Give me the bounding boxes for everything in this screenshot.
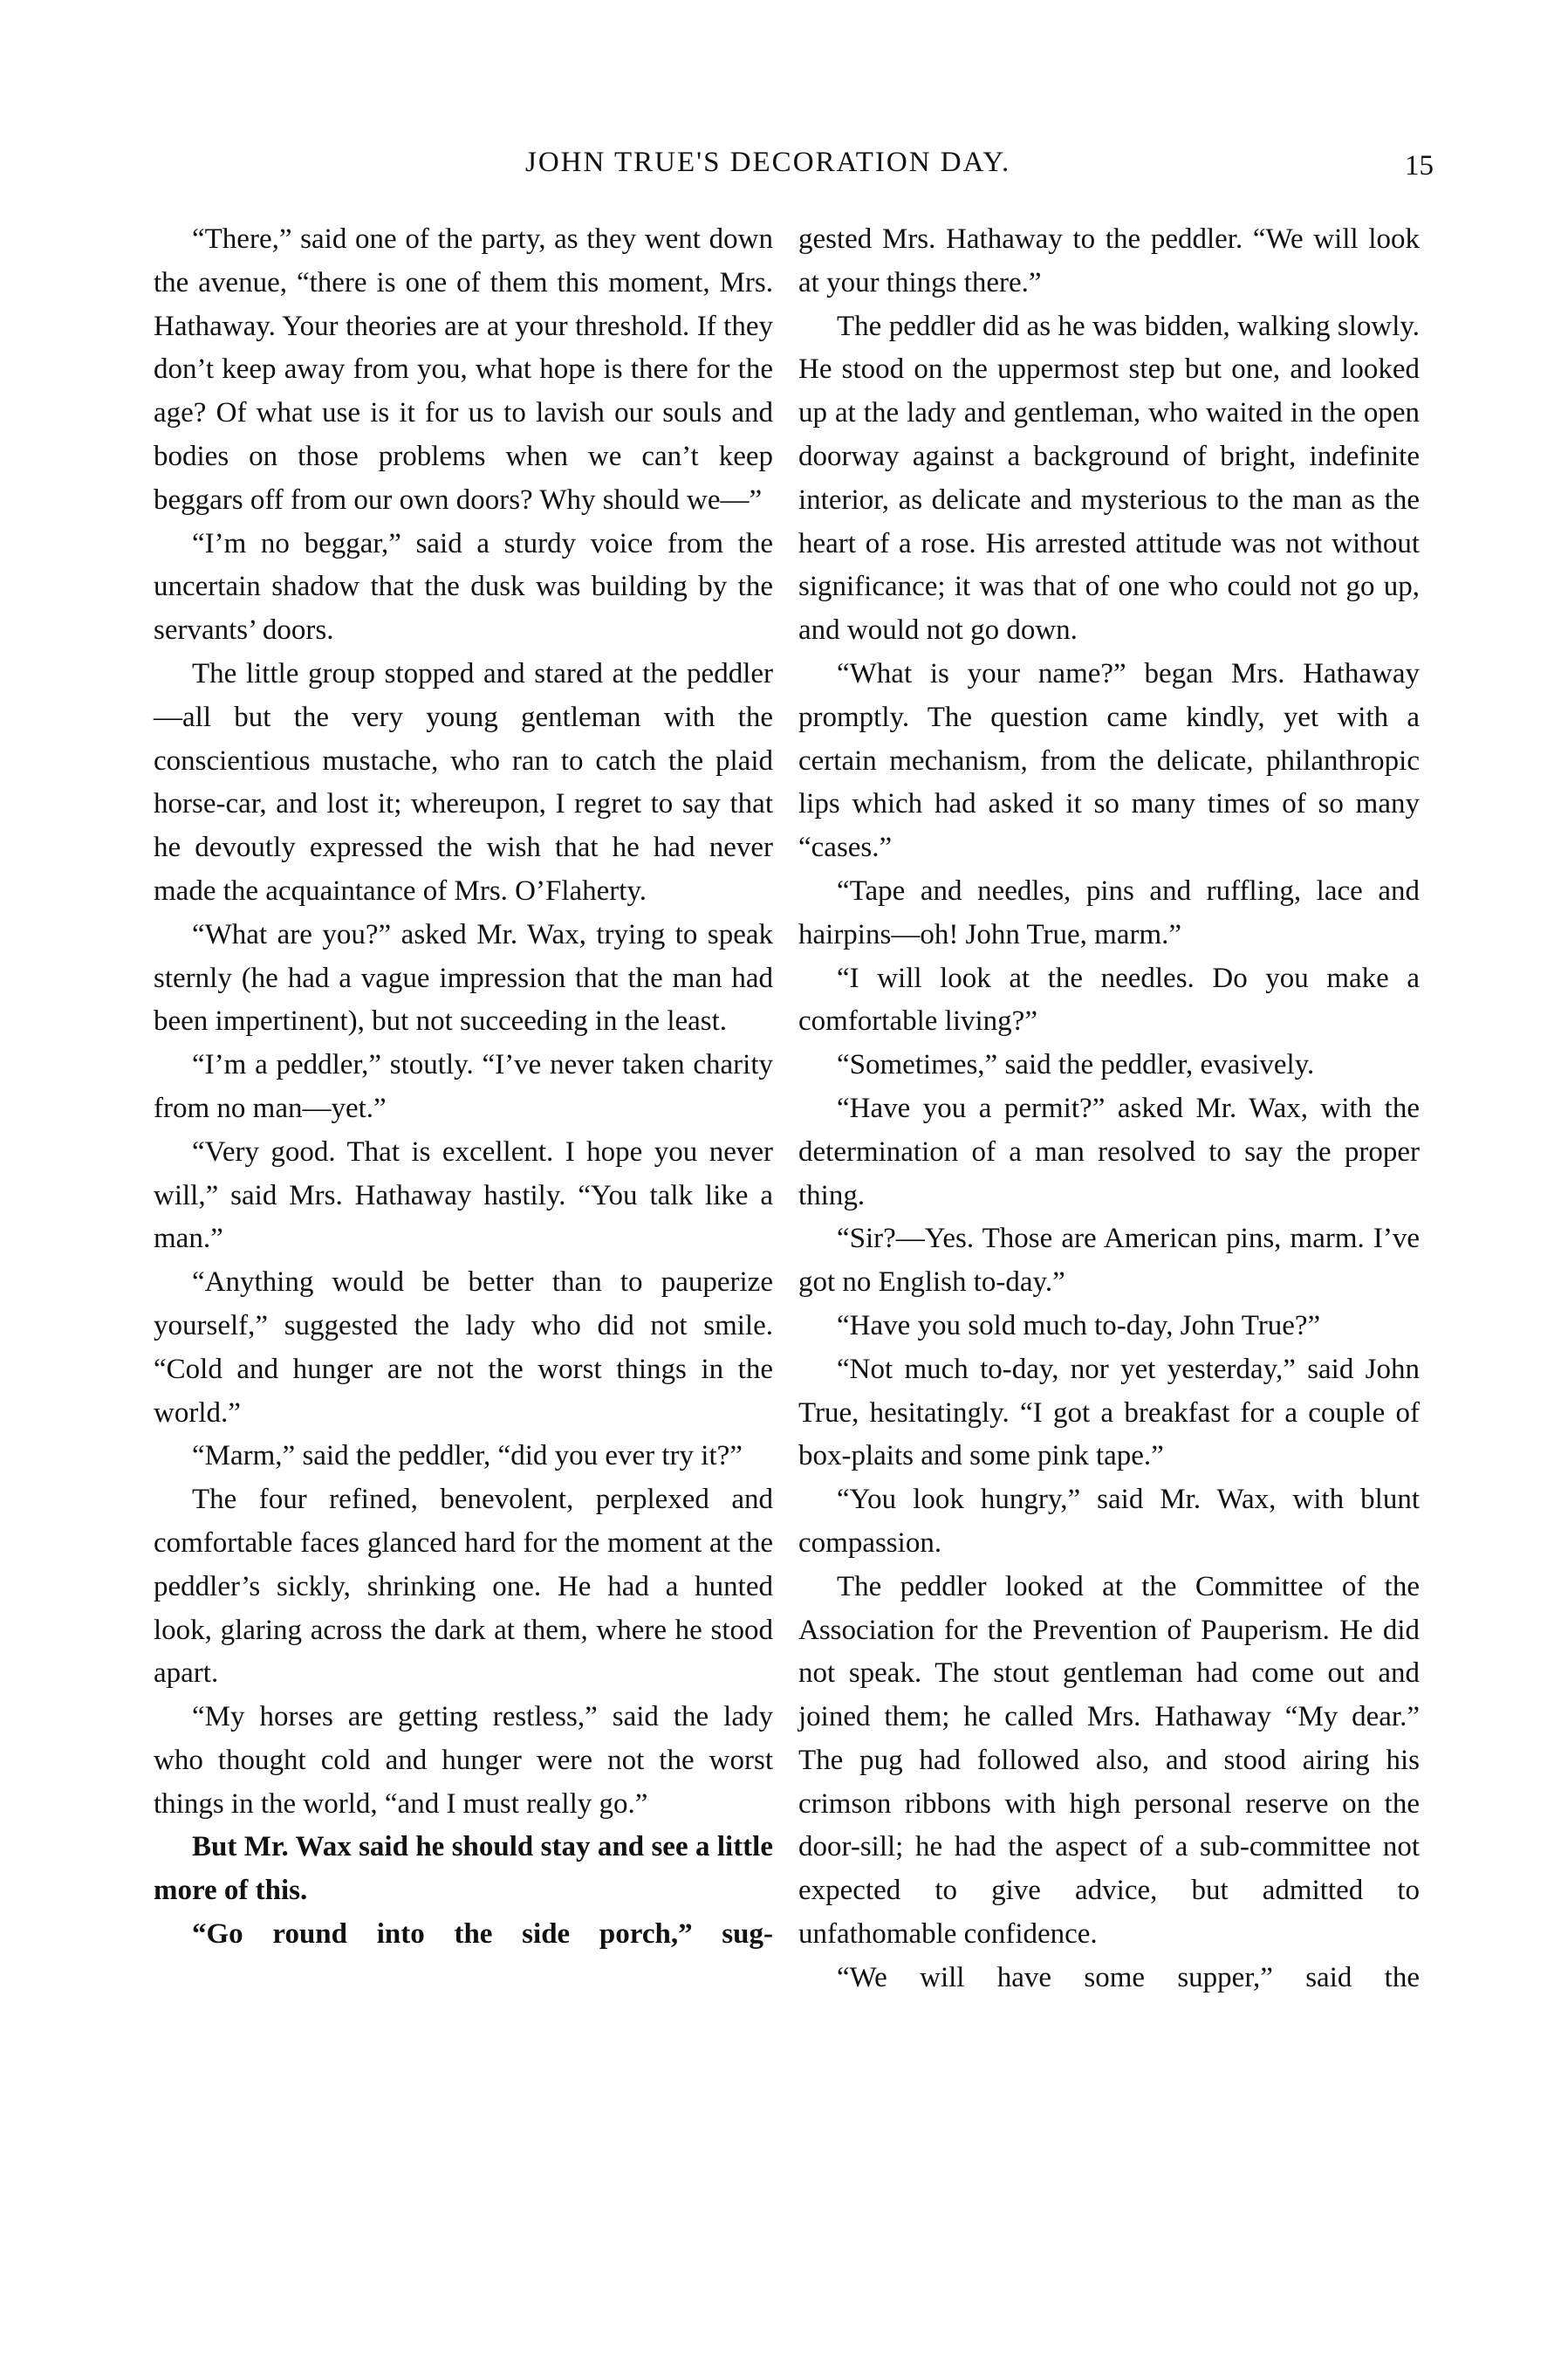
paragraph: “Anything would be better than to pauperize yourself,” suggested the lady who did not smile. “Cold and hunger are not the worst things in the world.”	[154, 1266, 773, 1429]
paragraph: “Not much to-day, nor yet yesterday,” said John True, hesitatingly. “I got a breakfast for a couple of box-plaits and some pink tape.”	[798, 1353, 1420, 1472]
left-column	[154, 218, 773, 1957]
paragraph: “Go round into the side porch,” sug-	[192, 1918, 773, 1951]
page-number: 15	[1405, 150, 1434, 182]
paragraph: “Have you sold much to-day, John True?”	[837, 1309, 1321, 1341]
paragraph: “Tape and needles, pins and ruffling, lace and hairpins—oh! John True, marm.”	[798, 874, 1420, 950]
paragraph: “Sometimes,” said the peddler, evasively.	[837, 1049, 1315, 1081]
paragraph: “There,” said one of the party, as they went down the avenue, “there is one of them this moment, Mrs. Hathaway. Your theories are at your threshold. If they don’t keep away from you, what hope is there for the age? Of what use is it for us to lavish our souls and bodies on those problems when we can’t keep beggars off from our own doors? Why should we—”	[154, 223, 773, 516]
paragraph: “What are you?” asked Mr. Wax, trying to speak sternly (he had a vague impression that the man had been impertinent), but not succeeding in the least.	[154, 918, 773, 1038]
paragraph: “Sir?—Yes. Those are American pins, marm. I’ve got no English to-day.”	[798, 1223, 1420, 1299]
paragraph: “Very good. That is excellent. I hope you never will,” said Mrs. Hathaway hastily. “You talk like a man.”	[154, 1135, 773, 1255]
page-header	[0, 147, 1554, 190]
paragraph: The peddler did as he was bidden, walking slowly. He stood on the uppermost step but one, and looked up at the lady and gentleman, who waited in the open doorway against a background of bright, indefinite interior, as delicate and mysterious to the man as the heart of a rose. His arrested attitude was not without significance; it was that of one who could not go up, and would not go down.	[798, 310, 1420, 647]
right-column	[798, 218, 1420, 2000]
paragraph: But Mr. Wax said he should stay and see a little more of this.	[154, 1831, 773, 1907]
paragraph: “Marm,” said the peddler, “did you ever try it?”	[192, 1440, 743, 1472]
paragraph: gested Mrs. Hathaway to the peddler. “We will look at your things there.”	[798, 223, 1420, 298]
paragraph: “I’m no beggar,” said a sturdy voice from the uncertain shadow that the dusk was building by the servants’ doors.	[154, 527, 773, 647]
paragraph: “My horses are getting restless,” said the lady who thought cold and hunger were not the worst things in the world, “and I must really go.”	[154, 1701, 773, 1820]
paragraph: The little group stopped and stared at the peddler—all but the very young gentleman with the conscientious mustache, who ran to catch the plaid horse-car, and lost it; whereupon, I regret to say that he devoutly expressed the wish that he had never made the acquaintance of Mrs. O’Flaherty.	[154, 657, 773, 907]
paragraph: “Have you a permit?” asked Mr. Wax, with the determination of a man resolved to say the proper thing.	[798, 1092, 1420, 1211]
paragraph: “We will have some supper,” said the	[837, 1961, 1420, 1993]
running-title: JOHN TRUE'S DECORATION DAY.	[525, 147, 1011, 178]
paragraph: “I’m a peddler,” stoutly. “I’ve never taken charity from no man—yet.”	[154, 1049, 773, 1124]
paragraph: “You look hungry,” said Mr. Wax, with blunt compassion.	[798, 1484, 1420, 1559]
paragraph: “What is your name?” began Mrs. Hathaway promptly. The question came kindly, yet with a certain mechanism, from the delicate, philanthropic lips which had asked it so many times of so many “cases.”	[798, 657, 1420, 864]
paragraph: The four refined, benevolent, perplexed and comfortable faces glanced hard for the moment at the peddler’s sickly, shrinking one. He had a hunted look, glaring across the dark at them, where he stood apart.	[154, 1484, 773, 1690]
paragraph: The peddler looked at the Committee of the Association for the Prevention of Pauperism. He did not speak. The stout gentleman had come out and joined them; he called Mrs. Hathaway “My dear.” The pug had followed also, and stood airing his crimson ribbons with high personal reserve on the door-sill; he had the aspect of a sub-committee not expected to give advice, but admitted to unfathomable confidence.	[798, 1570, 1420, 1951]
paragraph: “I will look at the needles. Do you make a comfortable living?”	[798, 962, 1420, 1038]
